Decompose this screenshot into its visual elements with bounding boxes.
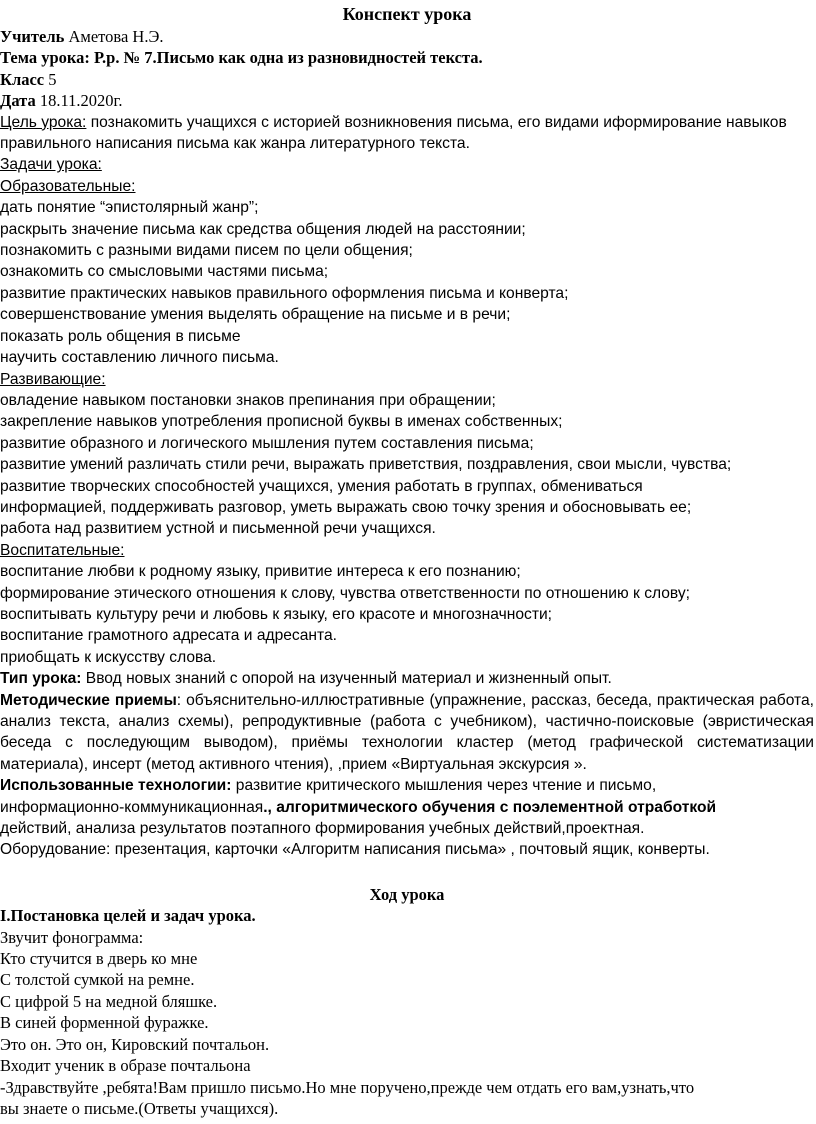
dialog-line: -Здравствуйте ,ребята!Вам пришло письмо.Но мне поручено,прежде чем отдать его вам,узнать,что <box>0 1077 695 1097</box>
list-item: научить составлению личного письма. <box>0 349 279 367</box>
list-item: совершенствование умения выделять обращение на письме и в речи; <box>0 306 511 324</box>
teacher-line <box>0 26 814 47</box>
list-item: закрепление навыков употребления прописной буквы в именах собственных; <box>0 413 563 431</box>
dialog-line: вы знаете о письме.(Ответы учащихся). <box>0 1098 279 1118</box>
methods-label: Методические приемы <box>0 691 177 709</box>
list-item: воспитание любви к родному языку, привитие интереса к его познанию; <box>0 563 521 581</box>
technologies-line-3: действий, анализа результатов поэтапного формирования учебных действий,проектная. <box>0 820 645 838</box>
technologies-text-2b: ., алгоритмического обучения с поэлементной отработкой <box>263 798 717 816</box>
list-item: работа над развитием устной и письменной речи учащихся. <box>0 520 436 538</box>
list-item: развитие практических навыков правильного оформления письма и конверта; <box>0 284 569 302</box>
stage1-body <box>0 927 814 1120</box>
list-item: овладение навыком постановки знаков препинания при обращении; <box>0 391 496 409</box>
list-item: раскрыть значение письма как средства общения людей на расстоянии; <box>0 220 526 238</box>
class-label: Класс <box>0 69 45 89</box>
stage1-heading: I.Постановка целей и задач урока. <box>0 906 256 926</box>
technologies-block <box>0 775 814 839</box>
lesson-type-label: Тип урока: <box>0 670 82 688</box>
list-item: формирование этического отношения к слову, чувства ответственности по отношению к слову; <box>0 584 691 602</box>
technologies-text-1: развитие критического мышления через чтение и письмо, <box>231 777 657 795</box>
poem-line: С толстой сумкой на ремне. <box>0 970 195 990</box>
upbringing-list <box>0 561 814 668</box>
document-title: Конспект урока <box>342 4 472 24</box>
list-item: воспитание грамотного адресата и адресанта. <box>0 627 337 645</box>
poem-line: Кто стучится в дверь ко мне <box>0 949 198 969</box>
tasks-label: Задачи урока: <box>0 156 102 174</box>
lesson-document <box>0 2 814 1119</box>
technologies-line-2 <box>0 797 814 818</box>
list-item: информацией, поддерживать разговор, уметь выражать свою точку зрения и обосновывать ее; <box>0 498 692 516</box>
developing-label: Развивающие: <box>0 370 106 388</box>
upbringing-label: Воспитательные: <box>0 541 125 559</box>
list-item: дать понятие “эпистолярный жанр”; <box>0 199 259 217</box>
poem-line: Это он. Это он, Кировский почтальон. <box>0 1034 270 1054</box>
topic-line: Тема урока: Р.р. № 7.Письмо как одна из разновидностей текста. <box>0 48 483 68</box>
date-value: 18.11.2020г. <box>35 91 123 111</box>
list-item: познакомить с разными видами писем по цели общения; <box>0 242 413 260</box>
lesson-type-text: Ввод новых знаний с опорой на изученный материал и жизненный опыт. <box>81 670 612 688</box>
list-item: развитие творческих способностей учащихся, умения работать в группах, обмениваться <box>0 477 643 495</box>
list-item: развитие образного и логического мышления путем составления письма; <box>0 434 534 452</box>
course-title: Ход урока <box>369 884 445 904</box>
lesson-type-line <box>0 668 814 689</box>
list-item: показать роль общения в письме <box>0 327 241 345</box>
list-item: приобщать к искусству слова. <box>0 648 217 666</box>
technologies-line-1 <box>0 775 814 796</box>
technologies-label: Использованные технологии: <box>0 777 232 795</box>
teacher-value: Аметова Н.Э. <box>64 27 164 46</box>
poem-line: В синей форменной фуражке. <box>0 1013 209 1033</box>
educational-list <box>0 197 814 368</box>
list-item: развитие умений различать стили речи, выражать приветствия, поздравления, свои мысли, чувства; <box>0 456 732 474</box>
equipment-line: Оборудование: презентация, карточки «Алгоритм написания письма» , почтовый ящик, конверты. <box>0 841 710 859</box>
date-label: Дата <box>0 91 36 111</box>
goal-paragraph <box>0 112 814 155</box>
methods-text: : объяснительно-иллюстративные (упражнение, рассказ, беседа, практическая работа, анализ текста, анализ схемы), репродуктивные (работа с учебником), частично-поисковые (эвристическая беседа с последующим выводом), приёмы технологии кластер (метод графической систематизации материала), инсерт (метод активного чтения), ,прием «Виртуальная экскурсия ». <box>0 691 814 773</box>
spacer <box>0 861 814 884</box>
technologies-text-2a: информационно-коммуникационная <box>0 798 264 816</box>
text-line: Входит ученик в образе почтальона <box>0 1056 251 1076</box>
goal-label: Цель урока: <box>0 113 87 131</box>
list-item: ознакомить со смысловыми частями письма; <box>0 263 329 281</box>
goal-text: познакомить учащихся с историей возникновения письма, его видами иформирование навыков правильного написания письма как жанра литературного текста. <box>0 113 787 153</box>
teacher-label: Учитель <box>0 27 65 46</box>
text-line: Звучит фонограмма: <box>0 927 144 947</box>
date-line <box>0 90 814 111</box>
list-item: воспитывать культуру речи и любовь к языку, его красоте и многозначности; <box>0 605 553 623</box>
educational-label: Образовательные: <box>0 177 136 195</box>
class-line <box>0 69 814 90</box>
poem-line: С цифрой 5 на медной бляшке. <box>0 991 218 1011</box>
class-value: 5 <box>44 69 57 89</box>
developing-list <box>0 390 814 540</box>
methods-paragraph <box>0 690 814 776</box>
